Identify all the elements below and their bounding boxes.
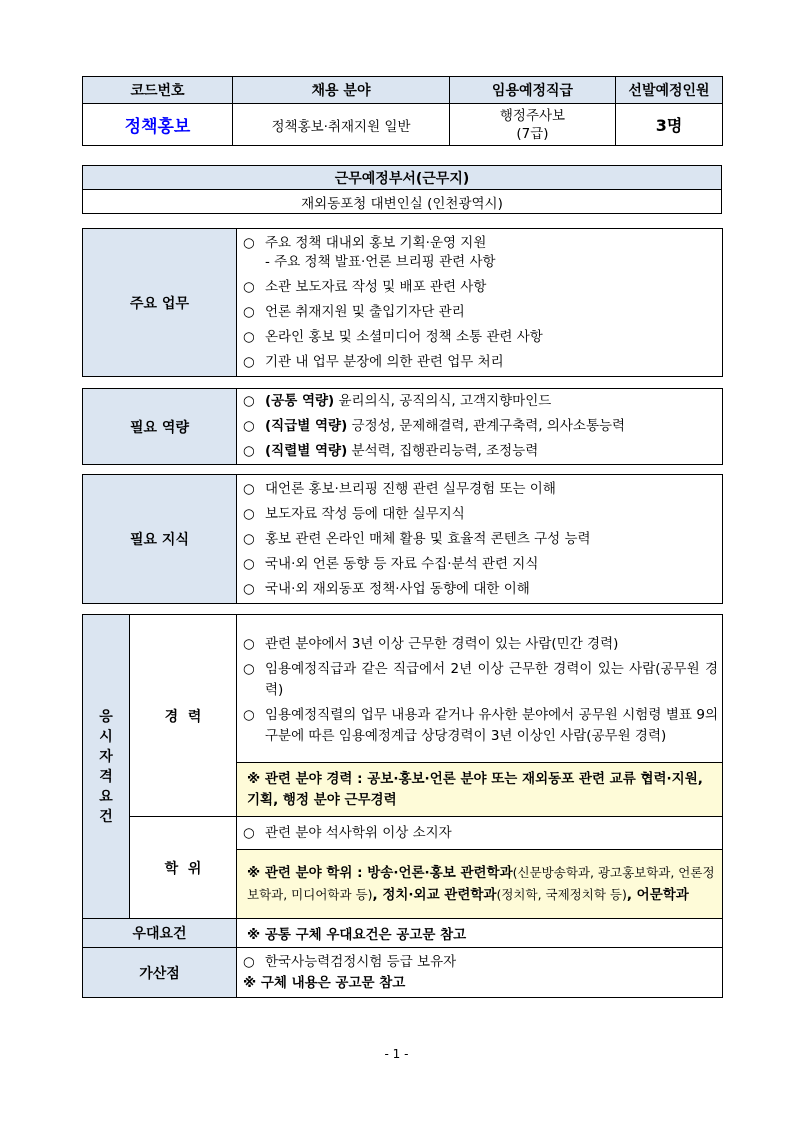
list-item: ○ 국내·외 재외동포 정책·사업 동향에 대한 이해 [243,580,530,597]
col-field-header: 채용 분야 [233,77,450,104]
list-item: ○ 관련 분야에서 3년 이상 근무한 경력이 있는 사람(민간 경력) [243,635,619,652]
page-number: - 1 - [384,1047,409,1061]
qualification-label: 응 시 자 격 요 건 [83,615,130,919]
grade-line1: 행정주사보 [499,107,566,124]
list-item: ○ (직급별 역량) 긍정성, 문제해결력, 관계구축력, 의사소통능력 [243,418,626,434]
list-item: ○ 온라인 홍보 및 소셜미디어 정책 소통 관련 사항 [243,328,543,345]
bonus-content [237,948,723,998]
department-table [82,165,722,214]
list-item: ○ 홍보 관련 온라인 매체 활용 및 효율적 콘텐츠 구성 능력 [243,530,591,547]
position-table [82,76,723,146]
competency-table [82,388,723,465]
col-code-header: 코드번호 [83,77,233,104]
knowledge-list [237,475,723,604]
competency-list [237,389,723,465]
col-grade-header: 임용예정직급 [450,77,616,104]
list-item: ○ 한국사능력검정시험 등급 보유자 [243,953,457,970]
qualification-table [82,614,723,998]
list-item: ○ 언론 취재지원 및 출입기자단 관리 [243,303,465,320]
competency-label: 필요 역량 [83,389,237,465]
list-item: ○ 대언론 홍보·브리핑 진행 관련 실무경험 또는 이해 [243,480,556,497]
list-item: ○ 국내·외 언론 동향 등 자료 수집·분석 관련 지식 [243,555,539,572]
degree-item [237,817,723,850]
list-item: ○ 임용예정직렬의 업무 내용과 같거나 유사한 분야에서 공무원 시험령 별표 9의 구분에 따른 임용예정계급 상당경력이 3년 이상인 사람(공무원 경력) [243,706,718,744]
list-item: ○ 관련 분야 석사학위 이상 소지자 [243,824,452,841]
department-value: 재외동포청 대변인실 (인천광역시) [83,190,722,214]
list-item: ○ (직렬별 역량) 분석력, 집행관리능력, 조정능력 [243,443,539,459]
preference-text: ※ 공통 구체 우대요건은 공고문 참고 [237,919,723,948]
preference-label: 우대요건 [83,919,237,948]
career-label: 경 력 [130,615,237,817]
list-item: ○ 소관 보도자료 작성 및 배포 관련 사항 [243,278,487,295]
grade-value [450,104,616,146]
duties-table [82,228,723,377]
degree-label: 학 위 [130,817,237,919]
bonus-label: 가산점 [83,948,237,998]
career-list [237,615,723,763]
duties-label: 주요 업무 [83,229,237,377]
list-item: ○ (공통 역량) 윤리의식, 공직의식, 고객지향마인드 [243,393,552,409]
list-item: - 주요 정책 발표·언론 브리핑 관련 사항 [265,253,496,270]
code-value: 정책홍보 [83,104,233,146]
list-item: ○ 임용예정직급과 같은 직급에서 2년 이상 근무한 경력이 있는 사람(공무원 경력) [243,660,718,698]
department-title: 근무예정부서(근무지) [83,166,722,190]
grade-line2: (7급) [516,125,549,142]
bonus-note: ※ 구체 내용은 공고문 참고 [243,974,406,991]
list-item: ○ 주요 정책 대내외 홍보 기획·운영 지원 [243,234,487,251]
col-count-header: 선발예정인원 [616,77,723,104]
career-note: ※ 관련 분야 경력 : 공보·홍보·언론 분야 또는 재외동포 관련 교류 협력·지원, 기획, 행정 분야 근무경력 [237,763,723,817]
knowledge-label: 필요 지식 [83,475,237,604]
knowledge-table [82,474,723,604]
field-value: 정책홍보·취재지원 일반 [233,104,450,146]
duties-list [237,229,723,377]
degree-note: ※ 관련 분야 학위 : 방송·언론·홍보 관련학과(신문방송학과, 광고홍보학과, 언론정보학과, 미디어학과 등), 정치·외교 관련학과(정치학, 국제정치학 등), 어문학과 [237,850,723,919]
count-value: 3명 [616,104,723,146]
list-item: ○ 기관 내 업무 분장에 의한 관련 업무 처리 [243,353,504,370]
list-item: ○ 보도자료 작성 등에 대한 실무지식 [243,505,465,522]
